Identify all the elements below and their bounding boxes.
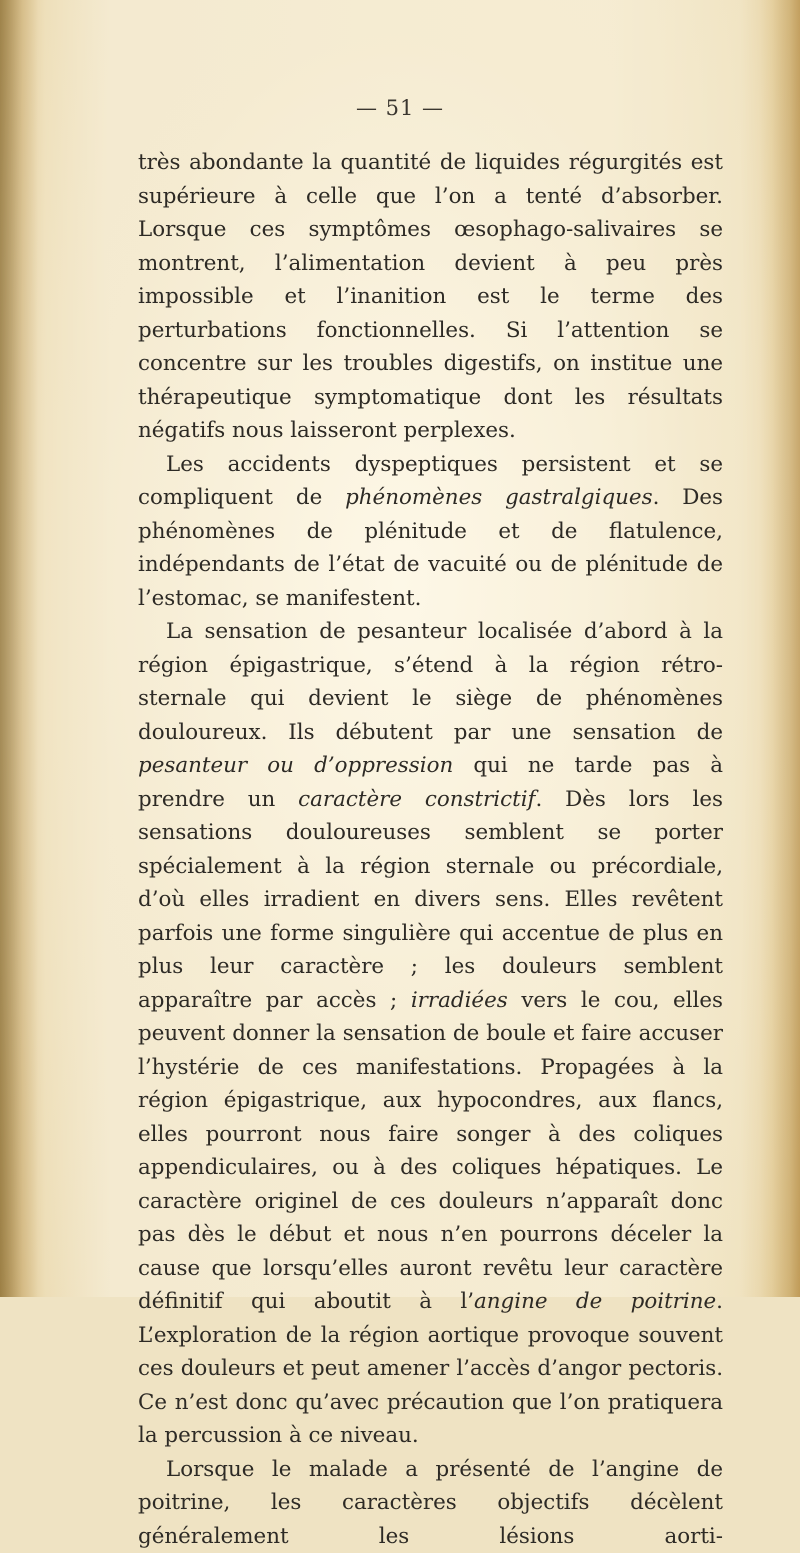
text-run: . Dès lors les sensations douloureuses semblent se porter spécialement à la région sternale ou précordiale, d’où elles irradient en divers sens. Elles revêtent parfois une forme singulière qui accentue de plus en plus leur caractère ; les douleurs semblent apparaître par accès ;: [138, 787, 723, 1013]
italic-term: irradiées: [411, 988, 508, 1013]
paragraph-angina-objective-signs: [138, 1453, 723, 1553]
text-run: vers le cou, elles peuvent donner la sensation de boule et faire accuser l’hystérie de ces manifestations. Propagées à la région épigastrique, aux hypocondres, aux flancs, elles pourront nous faire songer à des coliques appendiculaires, ou à des coliques hépatiques. Le caractère originel de ces douleurs n’apparaît donc pas dès le début et nous n’en pourrons déceler la cause que lorsqu’elles auront revêtu leur caractère définitif qui aboutit à l’: [138, 988, 723, 1315]
text-run: Lorsque le malade a présenté de l’angine de poitrine, les caractères objectifs décèlent généralement les lésions aorti-: [138, 1457, 723, 1549]
text-run: Les accidents dyspeptiques persistent et se compliquent de: [138, 452, 723, 511]
italic-term: caractère constrictif: [298, 787, 535, 812]
paragraph-pain-sensations: [138, 615, 723, 1453]
page-number-header: — 51 —: [0, 96, 800, 120]
italic-term: pesanteur ou d’oppression: [138, 753, 453, 778]
body-text: [138, 146, 723, 1553]
italic-term: phénomènes gastralgiques: [345, 485, 652, 510]
text-run: La sensation de pesanteur localisée d’abord à la région épigastrique, s’étend à la région rétro-sternale qui devient le siège de phénomènes douloureux. Ils débutent par une sensation de: [138, 619, 723, 745]
text-run: qui ne tarde pas à prendre un: [138, 753, 723, 812]
italic-term: angine de poitrine: [474, 1289, 716, 1314]
text-run: . Des phénomènes de plénitude et de flatulence, indépendants de l’état de vacuité ou de plénitude de l’estomac, se manifestent.: [138, 485, 723, 611]
paragraph-continuation: [138, 146, 723, 448]
paragraph-gastralgic-phenomena: [138, 448, 723, 616]
text-run: très abondante la quantité de liquides régurgités est supérieure à celle que l’on a tenté d’absorber. Lorsque ces symptômes œsophago-salivaires se montrent, l’alimentation devient à peu près impossible et l’inanition est le terme des perturbations fonctionnelles. Si l’attention se concentre sur les troubles digestifs, on institue une thérapeutique symptomatique dont les résultats négatifs nous laisseront perplexes.: [138, 150, 723, 443]
text-run: . L’exploration de la région aortique provoque souvent ces douleurs et peut amener l’accès d’angor pectoris. Ce n’est donc qu’avec précaution que l’on pratiquera la percussion à ce niveau.: [138, 1289, 723, 1448]
